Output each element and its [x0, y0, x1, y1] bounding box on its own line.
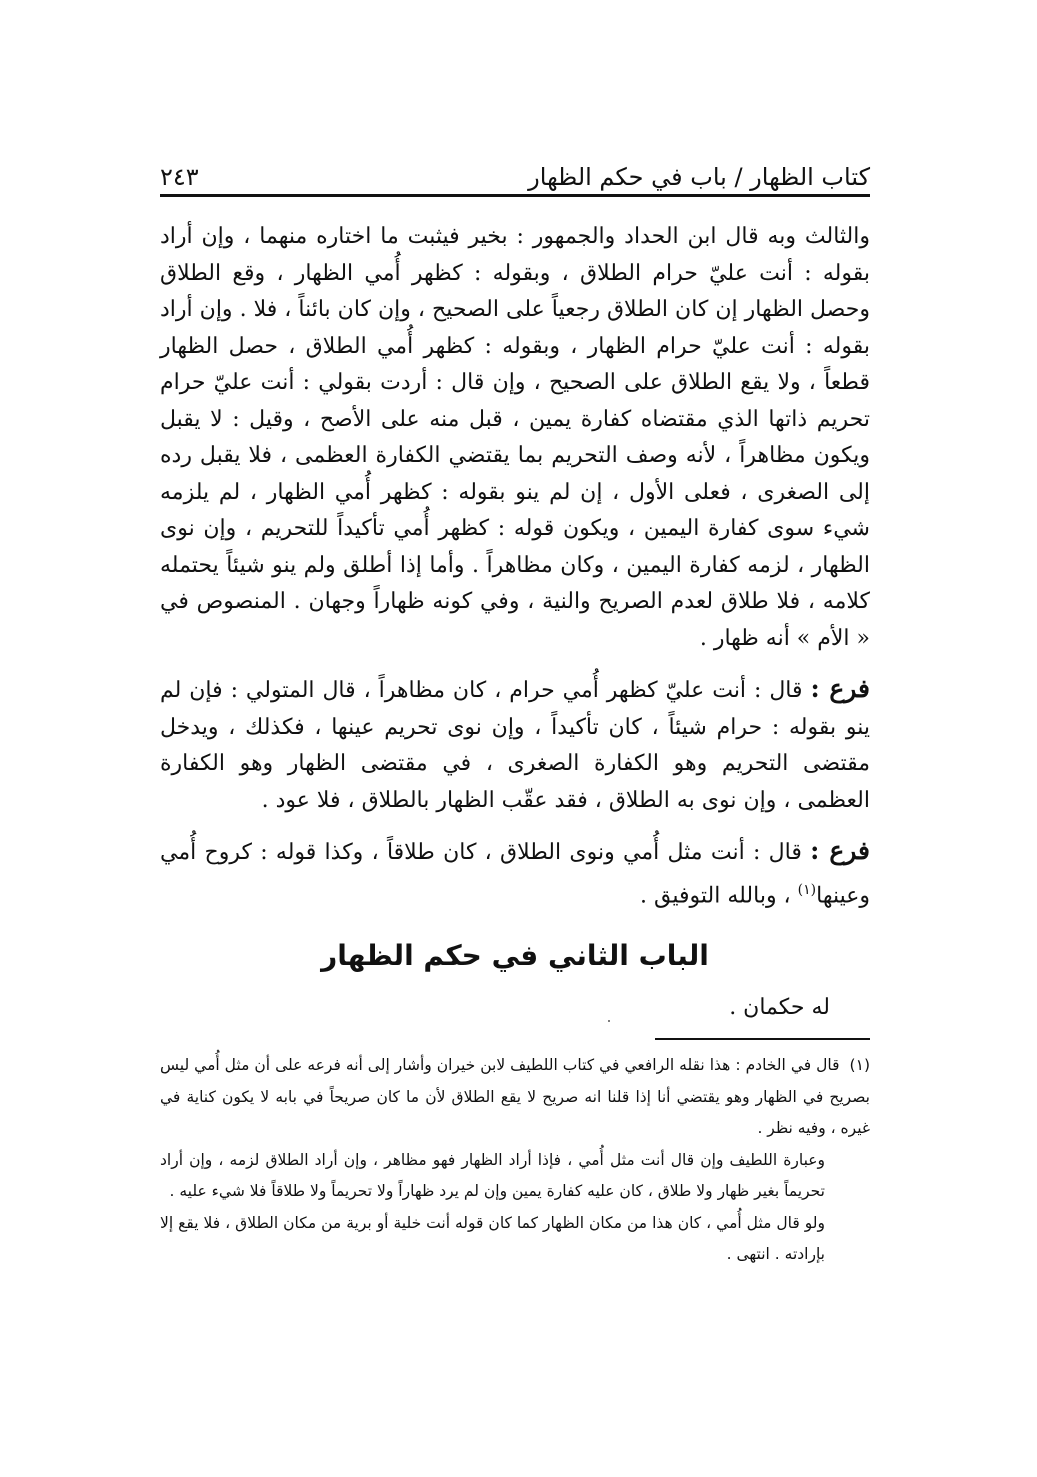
print-speck — [608, 1020, 610, 1022]
main-text — [160, 219, 870, 914]
running-title: كتاب الظهار / باب في حكم الظهار — [528, 163, 870, 191]
running-header — [160, 150, 870, 192]
footnote-reference[interactable]: (١) — [797, 881, 817, 898]
footnote-1-continuation: وعبارة اللطيف وإن قال أنت مثل أُمي ، فإذا أراد الظهار فهو مظاهر ، وإن أراد الطلاق لزمه ، وإن أراد تحريماً بغير ظهار ولا طلاق ، كان عليه كفارة يمين وإن لم يرد ظهاراً ولا تحريماً ولا طلاقاً فلا شيء عليه . — [160, 1150, 825, 1201]
branch-text: قال : أنت مثل أُمي ونوى الطلاق ، كان طلاقاً ، وكذا قوله : كروح أُمي وعينها — [160, 840, 870, 908]
footnote-marker: (١) — [849, 1056, 870, 1075]
paragraph-third-opinion: والثالث وبه قال ابن الحداد والجمهور : بخير فيثبت ما اختاره منهما ، وإن أراد بقوله : أنت عليّ حرام الطلاق ، وبقوله : كظهر أُمي الظهار ، وقع الطلاق وحصل الظهار إن كان الطلاق رجعياً على الصحيح ، وإن كان بائناً ، فلا . وإن أراد بقوله : أنت عليّ حرام الظهار ، وبقوله : كظهر أُمي الطلاق ، حصل الظهار قطعاً ، ولا يقع الطلاق على الصحيح ، وإن قال : أردت بقولي : أنت عليّ حرام تحريم ذاتها الذي مقتضاه كفارة يمين ، قبل منه على الأصح ، وقيل : لا يقبل ويكون مظاهراً ، لأنه وصف التحريم بما يقتضي الكفارة العظمى ، فلا يقبل رده إلى الصغرى ، فعلى الأول ، إن لم ينو بقوله : كظهر أُمي الظهار ، لم يلزمه شيء سوى كفارة اليمين ، ويكون قوله : كظهر أُمي تأكيداً للتحريم ، وإن نوى الظهار ، لزمه كفارة اليمين ، وكان مظاهراً . وأما إذا أطلق ولم ينو شيئاً يحتمله كلامه ، فلا طلاق لعدم الصريح والنية ، وفي كونه ظهاراً وجهان . المنصوص في « الأم » أنه ظهار . — [160, 224, 870, 651]
footnotes — [160, 1050, 870, 1271]
footnote-rule — [655, 1038, 870, 1040]
header-rule — [160, 194, 870, 197]
paragraph-branch-2 — [160, 833, 870, 914]
footnote-1 — [160, 1050, 870, 1145]
branch-text-end: ، وبالله التوفيق . — [640, 882, 798, 908]
footnote-text: قال في الخادم : هذا نقله الرافعي في كتاب اللطيف لابن خيران وأشار إلى أنه فرعه على أن مثل أُمي ليس بصريح في الظهار وهو يقتضي أنا إذا قلنا انه صريح لا يقع الطلاق لأن ما كان صريحاً في بابه لا يكون كناية في غيره ، وفيه نظر . — [160, 1056, 870, 1138]
paragraph-branch-1 — [160, 671, 870, 819]
branch-text: قال : أنت عليّ كظهر أُمي حرام ، كان مظاهراً ، قال المتولي : فإن لم ينو بقوله : حرام شيئاً ، كان تأكيداً ، وإن نوى تحريم عينها ، فكذلك ، ويدخل مقتضى التحريم وهو الكفارة الصغرى ، في مقتضى الظهار وهو الكفارة العظمى ، وإن نوى به الطلاق ، فقد عقّب الظهار بالطلاق ، فلا عود . — [160, 678, 870, 813]
branch-label: فرع : — [810, 674, 871, 703]
footnote-1-continuation: ولو قال مثل أُمي ، كان هذا من مكان الظهار كما كان قوله أنت خلية أو برية من مكان الطلاق ، فلا يقع إلا بإرادته . انتهى . — [160, 1213, 825, 1264]
branch-label: فرع : — [810, 836, 870, 865]
chapter-intro: له حكمان . — [729, 995, 830, 1021]
book-page — [160, 150, 870, 1271]
chapter-heading: الباب الثاني في حكم الظهار — [321, 939, 709, 973]
page-number: ٢٤٣ — [160, 163, 199, 191]
